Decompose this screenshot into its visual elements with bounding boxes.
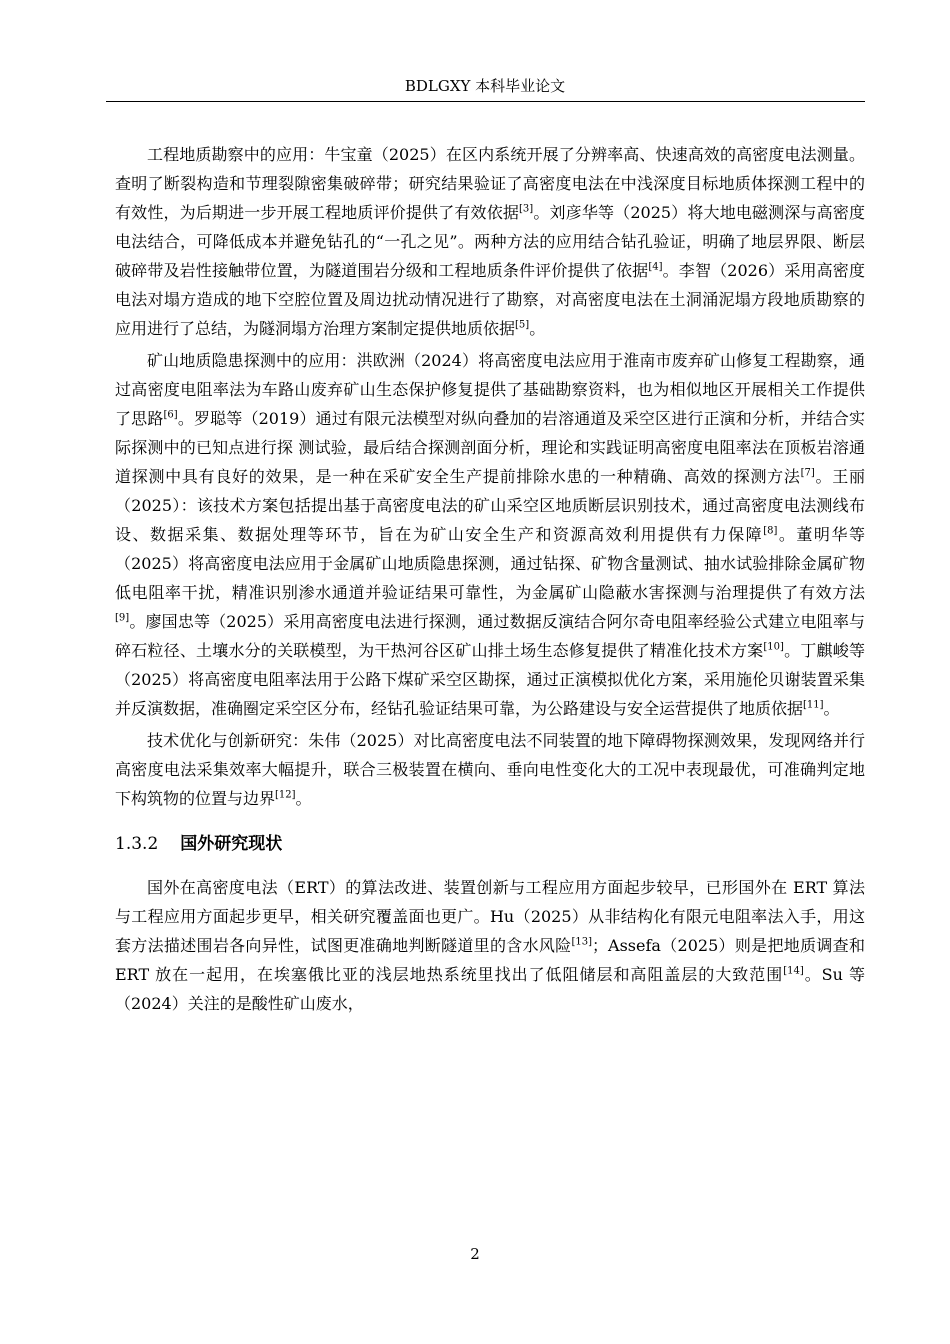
citation-14: [14] [783, 965, 804, 977]
text-run: 。刘彦华等（2025）将大地电磁测深与高密度电法结合，可降低成本并避免钻孔的“一孔之见”。两种方法的应用结合钻孔验证，明确了地层界限、断层破碎带及岩性接触带位置，为隧道围岩分级和工程地质条件评价提供了依据 [115, 203, 865, 280]
citation-12: [12] [275, 789, 296, 801]
citation-13: [13] [571, 936, 593, 948]
citation-3: [3] [519, 203, 534, 215]
citation-7: [7] [800, 467, 815, 479]
text-run: 。王丽（2025）：该技术方案包括提出基于高密度电法的矿山采空区地质断层识别技术，通过高密度电法测线布设、数据采集、数据处理等环节，旨在为矿山安全生产和资源高效利用提供有力保障 [115, 467, 865, 544]
text-run: ；Assefa（2025）则是把地质调查和 ERT 放在一起用，在埃塞俄比亚的浅层地热系统里找出了低阻储层和高阻盖层的大致范围 [115, 936, 865, 984]
citation-8: [8] [763, 525, 778, 537]
text-run: 。丁麒峻等（2025）将高密度电阻率法用于公路下煤矿采空区勘探，通过正演模拟优化方案，采用施伦贝谢装置采集并反演数据，准确圈定采空区分布，经钻孔验证结果可靠，为公路建设与安全运营提供了地质依据 [115, 641, 865, 718]
text-run: 。 [295, 789, 312, 808]
text-run: 。李智（2026）采用高密度电法对塌方造成的地下空腔位置及周边扰动情况进行了勘察，对高密度电法在土洞涌泥塌方段地质勘察的应用进行了总结，为隧洞塌方治理方案制定提供地质依据 [115, 261, 865, 338]
text-run: 。廖国忠等（2025）采用高密度电法进行探测，通过数据反演结合阿尔奇电阻率经验公式建立电阻率与碎石粒径、土壤水分的关联模型，为干热河谷区矿山排土场生态修复提供了精准化技术方案 [115, 612, 865, 660]
page-header: BDLGXY 本科毕业论文 [404, 77, 566, 95]
section-title: 国外研究现状 [180, 834, 283, 854]
paragraph-engineering-geology [115, 140, 865, 343]
section-number: 1.3.2 [115, 834, 159, 854]
citation-10: [10] [763, 641, 784, 653]
text-run: 矿山地质隐患探测中的应用：洪欧洲（2024）将高密度电法应用于淮南市废弃矿山修复工程勘察，通过高密度电阻率法为车路山废弃矿山生态保护修复提供了基础勘察资料，也为相似地区开展相关工作提供了思路 [115, 351, 865, 428]
citation-5: [5] [515, 319, 530, 331]
page-number: 2 [470, 1245, 480, 1263]
text-run: 工程地质勘察中的应用：牛宝童（2025）在区内系统开展了分辨率高、快速高效的高密度电法测量。查明了断裂构造和节理裂隙密集破碎带；研究结果验证了高密度电法在中浅深度目标地质体探测工程中的有效性，为后期进一步开展工程地质评价提供了有效依据 [115, 145, 865, 222]
citation-9: [9] [115, 612, 130, 624]
text-run: 。 [823, 699, 840, 718]
text-run: 技术优化与创新研究：朱伟（2025）对比高密度电法不同装置的地下障碍物探测效果，发现网络并行高密度电法采集效率大幅提升，联合三极装置在横向、垂向电性变化大的工况中表现最优，可准确判定地下构筑物的位置与边界 [115, 731, 865, 808]
text-run: 。 [529, 319, 546, 338]
paragraph-mine-hazard [115, 346, 865, 723]
document-body [115, 140, 865, 1021]
text-run: 国外在高密度电法（ERT）的算法改进、装置创新与工程应用方面起步较早，已形国外在 ERT 算法与工程应用方面起步更早，相关研究覆盖面也更广。Hu（2025）从非结构化有限元电阻率法入手，用这套方法描述围岩各向异性，试图更准确地判断隧道里的含水风险 [115, 878, 865, 955]
header-rule [106, 101, 865, 102]
citation-4: [4] [648, 261, 663, 273]
section-heading [115, 829, 865, 859]
text-run: 。董明华等（2025）将高密度电法应用于金属矿山地质隐患探测，通过钻探、矿物含量测试、抽水试验排除金属矿物低电阻率干扰，精准识别渗水通道并验证结果可靠性，为金属矿山隐蔽水害探测与治理提供了有效方法 [115, 525, 865, 602]
text-run: 。Su 等（2024）关注的是酸性矿山废水， [115, 965, 865, 1013]
paragraph-tech-optimization [115, 726, 865, 813]
citation-6: [6] [163, 409, 178, 421]
paragraph-foreign-research [115, 873, 865, 1018]
citation-11: [11] [803, 699, 824, 711]
text-run: 。罗聪等（2019）通过有限元法模型对纵向叠加的岩溶通道及采空区进行正演和分析，并结合实际探测中的已知点进行探 测试验，最后结合探测剖面分析，理论和实践证明高密度电阻率法在顶板岩溶通道探测中具有良好的效果，是一种在采矿安全生产提前排除水患的一种精确、高效的探测方法 [115, 409, 865, 486]
